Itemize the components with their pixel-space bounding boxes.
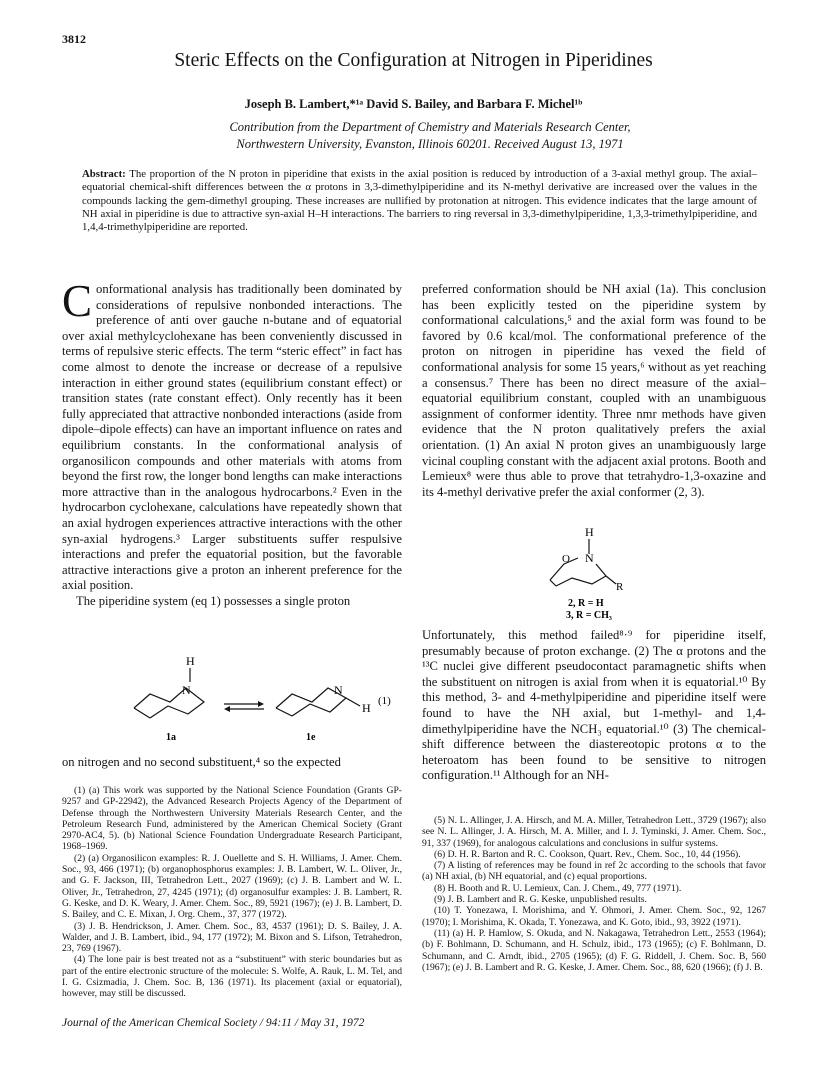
- right-column-text: [422, 282, 766, 500]
- nmr-methods-paragraph: Unfortunately, this method failed⁸·⁹ for piperidine itself, presumably because of proton exchange. (2) The α protons and the ¹³C nuclei give different pseudocontact paramagnetic shifts when the substituent on nitrogen is axial from when it is equatorial.¹⁰ By this method, 3- and 4-methylpiperidine and piperidine itself were found to have the NH axial, but 1-methyl- and 1,4-dimethylpiperidine have the NCH₃ equatorial.¹⁰ (3) The chemical-shift difference between the diastereotopic protons α to the heteroatom has been found to be sensitive to nitrogen configuration.¹¹ Although for an NH-: [422, 628, 766, 783]
- affiliation-line-1: Contribution from the Department of Chemistry and Materials Research Center,: [229, 120, 631, 134]
- intro-paragraph: onformational analysis has traditionally been dominated by considerations of repulsive nonbonded interactions. The preference of anti over gauche n-butane and of equatorial over axial methylcyclohexane has been conveniently discussed in terms of repulsive steric effects. The term “steric effect” in fact has come almost to denote the increase or decrease of a repulsive interaction in either ground states (equilibrium constant effect) or transition states (rate constant effect). Only recently has it been fully appreciated that attractive nonbonded interactions (aside from dipole–dipole effects) can have an important influence on rates and equilibrium constants. In the conformational analysis of organosilicon compounds and other materials with atoms from beyond the first row, the longer bond lengths can make interactions more attractive than in the analogous hydrocarbons.² Even in the hydrocarbon cyclohexane, calculations have repeatedly shown that an axial hydrogen experiences attractive interactions with the other syn-axial hydrogens.³ Larger substituents suffer respulsive interactions and prefer the equatorial position, but the favorable attractive interactions give a proton an inherent preference for the axial position.: [62, 282, 402, 593]
- oxazine-structure-scheme: [500, 524, 680, 620]
- oxazine-r-label: R: [616, 581, 624, 593]
- equilibrium-arrows: [224, 701, 264, 712]
- reverse-arrowhead: [224, 706, 230, 712]
- h-equatorial-label: H: [362, 701, 371, 715]
- journal-footer: Journal of the American Chemical Society / 94:11 / May 31, 1972: [62, 1017, 365, 1029]
- right-column-continuation: [422, 628, 766, 784]
- oxazine-o-label: O: [562, 553, 570, 565]
- oxazine-n-label: N: [585, 551, 594, 565]
- oxazine-ring-bottom: [556, 564, 606, 586]
- left-column-text: [62, 276, 402, 609]
- footnote-3: (3) J. B. Hendrickson, J. Amer. Chem. Soc., 83, 4537 (1961); D. S. Bailey, J. A. Walder, and J. B. Lambert, ibid., 94, 177 (1972); M. Bixon and S. Lifson, Tetrahedron, 23, 769 (1967).: [62, 920, 402, 955]
- equation-number: (1): [378, 695, 391, 707]
- chair-1e-bonds: [276, 688, 360, 716]
- footnote-9: (9) J. B. Lambert and R. G. Keske, unpublished results.: [434, 894, 647, 906]
- footnote-2: (2) (a) Organosilicon examples: R. J. Ouellette and S. H. Williams, J. Amer. Chem. Soc., 93, 466 (1971); (b) organophosphorus examples: J. B. Lambert, W. L. Oliver, Jr., and G. F. Jackson, III, Tetrahedron Lett., 2027 (1969); (c) J. B. Lambert and W. L. Oliver, Jr., Tetrahedron, 27, 4245 (1971); (d) organosulfur examples: J. B. Lambert, R. G. Keske, and D. K. Weary, J. Amer. Chem. Soc., 89, 5921 (1967); (e) J. B. Lambert, D. S. Bailey, and C. E. Mixan, J. Org. Chem., 37, 377 (1972).: [62, 852, 402, 921]
- chair-1e-closure: [276, 708, 292, 716]
- footnotes-right: [422, 815, 766, 973]
- conformation-paragraph: preferred conformation should be NH axial (1a). This conclusion has been explicitly tested on the piperidine system by conformational calculations,⁵ and the axial form was found to be favored by 0.6 kcal/mol. The conformational preference of the proton on nitrogen in piperidine has vexed the field of conformational analysis for some 15 years,⁶ without as yet reaching a consensus.⁷ There has been no direct measure of the axial–equatorial equilibrium constant, coupled with an unambiguous assignment of conformer identity. Three nmr methods have given evidence that the N proton qualitatively prefers the axial orientation. (1) An axial N proton gives an unambiguously large vicinal coupling constant with the adjacent axial protons. Booth and Lemieux⁸ were thus able to prove that tetrahydro-1,3-oxazine and its 4-methyl derivative prefer the axial conformer (2, 3).: [422, 282, 766, 499]
- expected-paragraph: on nitrogen and no second substituent,⁴ so the expected: [62, 755, 341, 769]
- footnotes-left: [62, 785, 402, 1000]
- footnote-6: (6) D. H. R. Barton and R. C. Cookson, Quart. Rev., Chem. Soc., 10, 44 (1956).: [434, 848, 741, 860]
- author-list: Joseph B. Lambert,*¹ᵃ David S. Bailey, and Barbara F. Michel¹ᵇ: [244, 97, 583, 111]
- chair-1a-bonds: [134, 668, 204, 718]
- chair-1a-closure: [134, 708, 150, 718]
- oxazine-bonds: [550, 539, 616, 586]
- compound-2-label: 2, R = H: [568, 598, 604, 609]
- affiliation-line-2: Northwestern University, Evanston, Illinois 60201. Received August 13, 1971: [236, 136, 624, 151]
- oxazine-ring-closure: [550, 580, 556, 586]
- compound-3-label: 3, R = CH₃: [566, 610, 612, 620]
- article-title: Steric Effects on the Configuration at Nitrogen in Piperidines: [174, 50, 653, 71]
- abstract-text: The proportion of the N proton in piperidine that exists in the axial position is reduced by introduction of a 3-axial methyl group. The axial–equatorial chemical-shift differences between the α protons in 3,3-dimethylpiperidine and its N-methyl derivative are increased over the values in the compounds lacking the gem-dimethyl grouping. These increases are nullified by protonation at nitrogen. This evidence indicates that the large amount of NH axial in piperidine is due to attractive syn-axial H–H interactions. The barriers to ring reversal in 3,3-dimethylpiperidine, 1,3,3-trimethylpiperidine, and 1,4,4-trimethylpiperidine are reported.: [82, 168, 757, 234]
- footnote-10: (10) T. Yonezawa, I. Morishima, and Y. Ohmori, J. Amer. Chem. Soc., 92, 1267 (1970); I. Morishima, K. Okada, T. Yonezawa, and K. Goto, ibid., 93, 3922 (1971).: [422, 905, 766, 928]
- forward-arrowhead: [258, 701, 264, 707]
- equilibrium-scheme-1: [62, 648, 402, 752]
- nh-equatorial-bond: [346, 698, 360, 706]
- affiliation: [110, 119, 750, 152]
- label-1e: 1e: [306, 732, 316, 743]
- footnote-11: (11) (a) H. P. Hamlow, S. Okuda, and N. Nakagawa, Tetrahedron Lett., 2553 (1964); (b) F. Bohlmann, D. Schumann, and H. Schulz, ibid., 173 (1965); (c) F. Bohlmann, D. Schumann, and C. Arndt, ibid., 2705 (1965); (d) F. G. Riddell, J. Chem. Soc. B, 560 (1967); (e) J. B. Lambert and R. G. Keske, J. Amer. Chem. Soc., 88, 620 (1966); (f) J. B.: [422, 927, 766, 973]
- page-number: 3812: [62, 32, 86, 46]
- label-1a: 1a: [166, 732, 176, 743]
- oxazine-h-label: H: [585, 525, 594, 539]
- n-equatorial-label: N: [334, 683, 343, 697]
- abstract-label: Abstract:: [82, 168, 126, 180]
- chair-1a-ring: [134, 688, 204, 718]
- left-column-continuation: [62, 755, 402, 771]
- piperidine-paragraph: The piperidine system (eq 1) possesses a single proton: [76, 593, 351, 608]
- footnote-8: (8) H. Booth and R. U. Lemieux, Can. J. Chem., 49, 777 (1971).: [434, 882, 682, 894]
- h-axial-label: H: [186, 654, 195, 668]
- footnote-7: (7) A listing of references may be found in ref 2c according to the schools that favor (a) NH axial, (b) NH equatorial, and (c) equal proportions.: [422, 860, 766, 883]
- abstract: [82, 168, 757, 234]
- oxazine-r-bond: [606, 576, 616, 584]
- footnote-5: (5) N. L. Allinger, J. A. Hirsch, and M. A. Miller, Tetrahedron Lett., 3729 (1967); also see N. L. Allinger, J. A. Hirsch, M. A. Miller, and I. J. Tyminski, J. Amer. Chem. Soc., 91, 337 (1969), for analogous calculations and conclusions in sulfur systems.: [422, 815, 766, 849]
- drop-cap: C: [62, 276, 93, 326]
- footnote-1: (1) (a) This work was supported by the National Science Foundation (Grants GP-9257 and GP-22942), the Advanced Research Projects Agency of the Department of Defense through the Northwestern University Materials Research Center, and the Petroleum Research Fund, administered by the American Chemical Society (Grant 2970-AC4, 5). (b) National Science Foundation Undergraduate Research Participant, 1968–1969.: [62, 785, 402, 853]
- n-axial-label: N: [182, 683, 191, 697]
- footnote-4: (4) The lone pair is best treated not as a “substituent” with steric boundaries but as part of the entire electronic structure of the molecule: S. Wolfe, A. Rauk, L. M. Tel, and I. G. Csizmadia, J. Chem. Soc. B, 136 (1971). Its placement (axial or equatorial), however, may still be discussed.: [62, 954, 402, 1000]
